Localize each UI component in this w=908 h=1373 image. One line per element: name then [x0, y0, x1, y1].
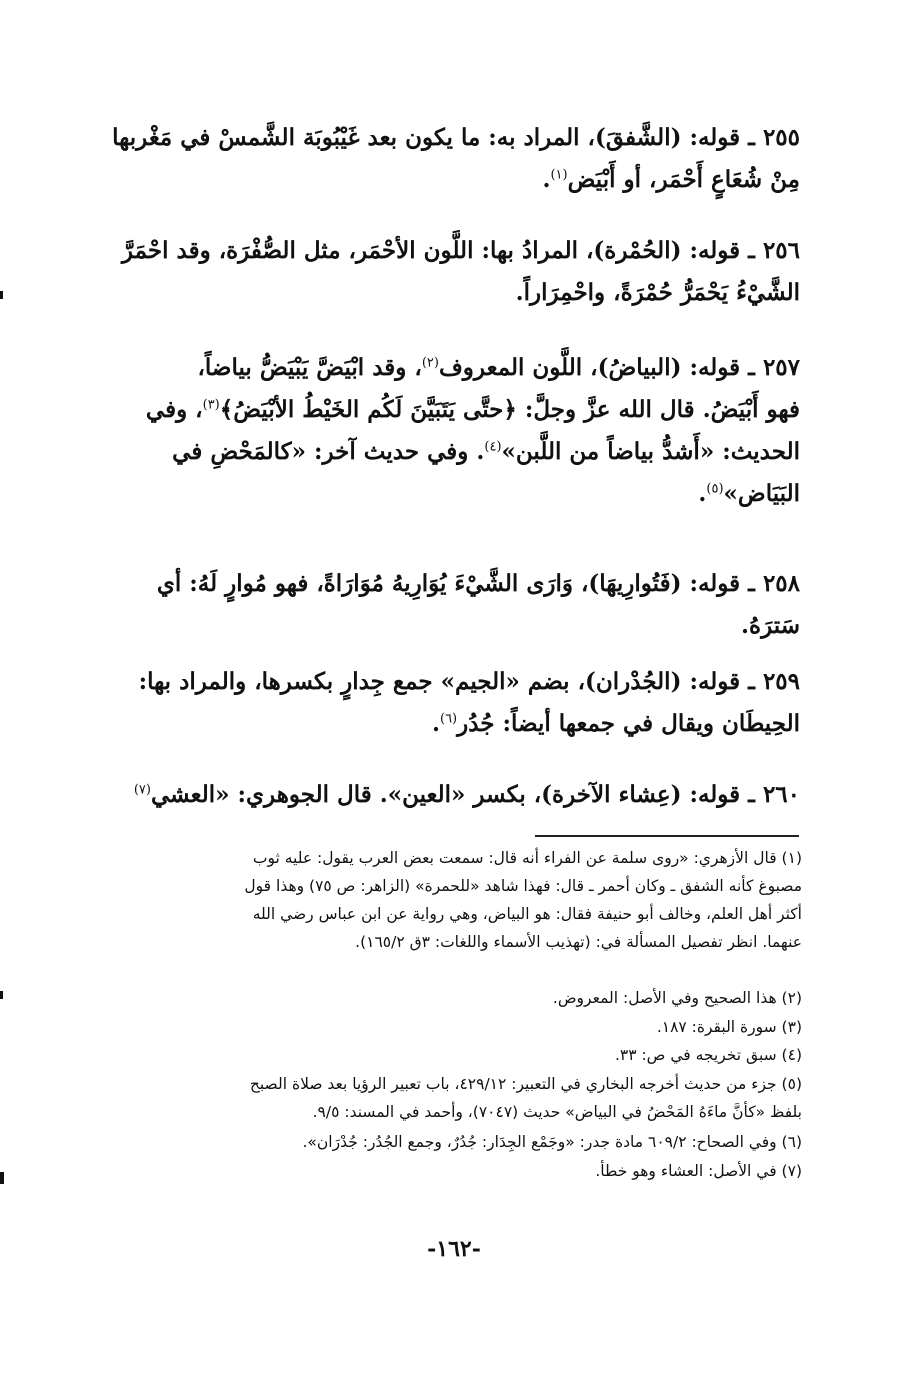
- footnote-ref: (٣): [202, 397, 220, 413]
- footnote-ref: (٢): [421, 355, 439, 371]
- entry-257: [110, 347, 800, 515]
- entry-line: ٢٥٩ ـ قوله: (الجُدْران)، بضم «الجيم» جمع جِدارٍ بكسرها، والمراد بها:: [138, 668, 800, 695]
- page-number: -١٦٢-: [427, 1236, 481, 1262]
- entry-line: الحديث: «أَشدُّ بياضاً من اللَّبن»$^{(٤)}$. وفي حديث آخر: «كالمَحْضِ في: [172, 438, 800, 465]
- scan-mark: [0, 991, 3, 999]
- entry-line: ٢٥٨ ـ قوله: (فَتُوارِيهَا)، وَارَى الشَّيْءَ يُوَارِيهُ مُوَارَاةً، فهو مُوارٍ لَهُ: أي: [156, 570, 800, 597]
- footnote-1: [108, 844, 802, 956]
- entry-line: البَيَاض»$^{(٥)}$.: [698, 480, 800, 507]
- entry-260: [110, 774, 800, 816]
- scan-mark: [0, 291, 3, 299]
- footnote-line: أكثر أهل العلم، وخالف أبو حنيفة فقال: هو البياض، وهي رواية عن ابن عباس رضي الله: [252, 905, 802, 923]
- entry-256: [110, 230, 800, 314]
- footnote-line: (١) قال الأزهري: «روى سلمة عن الفراء أنه قال: سمعت بعض العرب يقول: عليه ثوب: [252, 849, 802, 867]
- footnote-line: (٢) هذا الصحيح وفي الأصل: المعروض.: [552, 989, 802, 1007]
- entry-line: ٢٥٥ ـ قوله: (الشَّفقَ)، المراد به: ما يكون بعد غَيْبُوبَة الشَّمسْ في مَغْربها: [112, 124, 800, 151]
- footnote-line: مصبوغ كأنه الشفق ـ وكان أحمر ـ قال: فهذا شاهد «للحمرة» (الزاهر: ص ٧٥) وهذا قول: [244, 877, 802, 895]
- footnote-6: [108, 1128, 802, 1156]
- scan-mark: [0, 1172, 4, 1184]
- footnote-ref: (٤): [484, 439, 502, 455]
- footnote-line: (٣) سورة البقرة: ١٨٧.: [656, 1018, 802, 1036]
- footnote-3: [108, 1013, 802, 1041]
- footnote-ref: (٧): [133, 782, 151, 798]
- footnote-line: بلفظ «كأنَّ ماءَهُ المَحْضُ في البياض» حديث (٧٠٤٧)، وأحمد في المسند: ٩/٥.: [312, 1103, 802, 1121]
- footnote-line: (٧) في الأصل: العشاء وهو خطأ.: [595, 1162, 802, 1180]
- footnote-separator: [535, 835, 799, 837]
- entry-line: سَترَهُ.: [741, 612, 800, 639]
- footnote-ref: (٦): [439, 711, 458, 727]
- footnote-7: [108, 1157, 802, 1185]
- entry-line: الحِيطَان ويقال في جمعها أيضاً: جُدُر$^{(٦)}$.: [431, 710, 800, 737]
- footnote-line: (٥) جزء من حديث أخرجه البخاري في التعبير: ٤٢٩/١٢، باب تعبير الرؤيا بعد صلاة الصبح: [249, 1075, 802, 1093]
- footnote-line: (٤) سبق تخريجه في ص: ٣٣.: [614, 1046, 802, 1064]
- footnote-4: [108, 1041, 802, 1069]
- entry-line: فهو أَبْيَضُ. قال الله عزَّ وجلَّ: ﴿حتَّى يَتَبَيَّنَ لَكُم الخَيْطُ الأبْيَضُ﴾$^{(٣)}$، وفي: [145, 396, 800, 423]
- entry-259: [110, 661, 800, 745]
- footnote-ref: (٥): [706, 481, 724, 497]
- entry-line: ٢٥٦ ـ قوله: (الحُمْرة)، المرادُ بها: اللَّون الأحْمَر، مثل الصُّفْرَة، وقد احْمَرَّ: [121, 237, 800, 264]
- footnote-ref: (١): [550, 167, 568, 183]
- footnote-2: [108, 984, 802, 1012]
- footnote-line: (٦) وفي الصحاح: ٦٠٩/٢ مادة جدر: «وجَمْع الجِدَار: جُدُرٌ، وجمع الجُدُر: جُدْرَان».: [302, 1133, 802, 1151]
- entry-258: [110, 563, 800, 647]
- entry-line: ٢٦٠ ـ قوله: (عِشاء الآخرة)، بكسر «العين». قال الجوهري: «العشي$^{(٧)}$: [133, 781, 800, 808]
- entry-line: الشَّيْءُ يَحْمَرُّ حُمْرَةً، واحْمِرَاراً.: [515, 279, 800, 306]
- entry-line: ٢٥٧ ـ قوله: (البياضُ)، اللَّون المعروف$^{(٢)}$، وقد ابْيَضَّ يَبْيَضُّ بياضاً،: [197, 354, 800, 381]
- footnote-5: [108, 1070, 802, 1126]
- entry-line: مِنْ شُعَاعٍ أَحْمَر، أو أَبْيَض$^{(١)}$.: [542, 166, 800, 193]
- footnote-line: عنهما. انظر تفصيل المسألة في: (تهذيب الأسماء واللغات: ٣ق ١٦٥/٢).: [355, 933, 802, 951]
- entry-255: [110, 117, 800, 201]
